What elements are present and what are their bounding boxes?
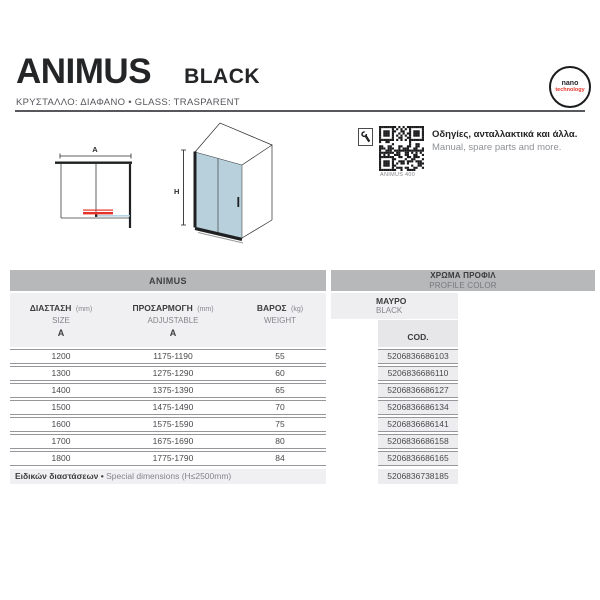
svg-text:A: A	[92, 145, 98, 154]
column-header-weight	[234, 298, 326, 326]
column-header-size	[10, 298, 112, 326]
cell-weight: 84	[275, 453, 285, 463]
special-separator: •	[100, 471, 104, 481]
column-header-area	[10, 293, 326, 347]
cell-weight: 65	[275, 385, 285, 395]
cell-weight: 80	[275, 436, 285, 446]
cell-size: 1500	[51, 402, 71, 412]
special-greek: Ειδικών διαστάσεων	[15, 471, 99, 481]
cell-weight: 55	[275, 351, 285, 361]
sub-label-a-size: A	[57, 328, 65, 338]
qr-label: ANIMUS 400	[380, 172, 416, 178]
col-weight-greek: ΒΑΡΟΣ	[256, 303, 287, 313]
color-name-cell	[331, 293, 458, 319]
cell-code: 5206836686141	[378, 417, 458, 432]
profile-color-header-greek: ΧΡΩΜΑ ΠΡΟΦΙΛ	[430, 271, 496, 280]
cell-code: 5206836686110	[378, 366, 458, 381]
logo-line1: nano	[561, 80, 579, 88]
special-dimensions-row	[10, 469, 326, 484]
color-name-english: BLACK	[376, 306, 403, 315]
column-header-adjustable	[112, 298, 234, 326]
svg-text:H: H	[174, 187, 180, 196]
table-row	[10, 434, 326, 449]
cell-code: 5206836686158	[378, 434, 458, 449]
cell-adjustable: 1675-1690	[152, 436, 194, 446]
cell-adjustable: 1375-1390	[152, 385, 194, 395]
cell-weight: 60	[275, 368, 285, 378]
cell-code: 5206836686165	[378, 451, 458, 466]
cell-code: 5206836686103	[378, 349, 458, 364]
col-weight-unit: (kg)	[291, 306, 304, 313]
col-weight-english: WEIGHT	[264, 316, 296, 325]
table-group-header: ANIMUS	[10, 270, 326, 291]
product-variant: BLACK	[184, 65, 261, 88]
info-text	[432, 128, 577, 154]
cell-adjustable: 1275-1290	[152, 368, 194, 378]
cell-adjustable: 1475-1490	[152, 402, 194, 412]
page-title	[16, 54, 260, 90]
product-name: ANIMUS	[16, 52, 152, 91]
cell-code: 5206836686134	[378, 400, 458, 415]
cell-weight: 75	[275, 419, 285, 429]
col-size-english: SIZE	[52, 316, 70, 325]
header-divider	[15, 110, 585, 112]
cell-size: 1700	[51, 436, 71, 446]
profile-color-header-english: PROFILE COLOR	[429, 280, 497, 290]
cell-size: 1200	[51, 351, 71, 361]
table-row	[10, 417, 326, 432]
col-size-unit: (mm)	[75, 306, 93, 313]
cell-size: 1300	[51, 368, 71, 378]
table-row	[10, 451, 326, 466]
cell-size: 1600	[51, 419, 71, 429]
cod-header: COD.	[378, 320, 458, 347]
cell-code: 5206836686127	[378, 383, 458, 398]
col-size-greek: ΔΙΑΣΤΑΣΗ	[29, 303, 72, 313]
table-row	[10, 383, 326, 398]
col-adjustable-unit: (mm)	[197, 306, 214, 313]
table-row	[10, 366, 326, 381]
cell-adjustable: 1775-1790	[152, 453, 194, 463]
top-view-diagram	[52, 143, 144, 243]
nano-technology-logo	[549, 66, 591, 108]
table-row	[10, 400, 326, 415]
col-adjustable-greek: ΠΡΟΣΑΡΜΟΓΗ	[132, 303, 193, 313]
cell-size: 1400	[51, 385, 71, 395]
qr-code	[379, 126, 424, 171]
info-heading-greek: Οδηγίες, ανταλλακτικά και άλλα.	[432, 129, 578, 140]
cell-size: 1800	[51, 453, 71, 463]
logo-line2: technology	[555, 87, 585, 94]
code-rows	[378, 349, 458, 468]
cell-weight: 70	[275, 402, 285, 412]
sub-label-a-adjustable: A	[169, 328, 177, 338]
glass-subtitle: ΚΡΥΣΤΑΛΛΟ: ΔΙΑΦΑΝΟ • GLASS: TRASPARENT	[16, 97, 240, 108]
profile-color-header	[331, 270, 595, 291]
info-heading-english: Manual, spare parts and more.	[432, 142, 562, 153]
table-row	[10, 349, 326, 364]
size-rows	[10, 349, 326, 468]
special-english: Special dimensions (H≤2500mm)	[106, 471, 232, 481]
perspective-diagram	[170, 120, 282, 267]
cell-adjustable: 1575-1590	[152, 419, 194, 429]
color-name-greek: ΜΑΥΡΟ	[376, 296, 407, 306]
col-adjustable-english: ADJUSTABLE	[147, 316, 199, 325]
wrench-icon	[358, 128, 373, 146]
cell-adjustable: 1175-1190	[153, 351, 193, 361]
special-code-cell: 5206836738185	[378, 469, 458, 484]
